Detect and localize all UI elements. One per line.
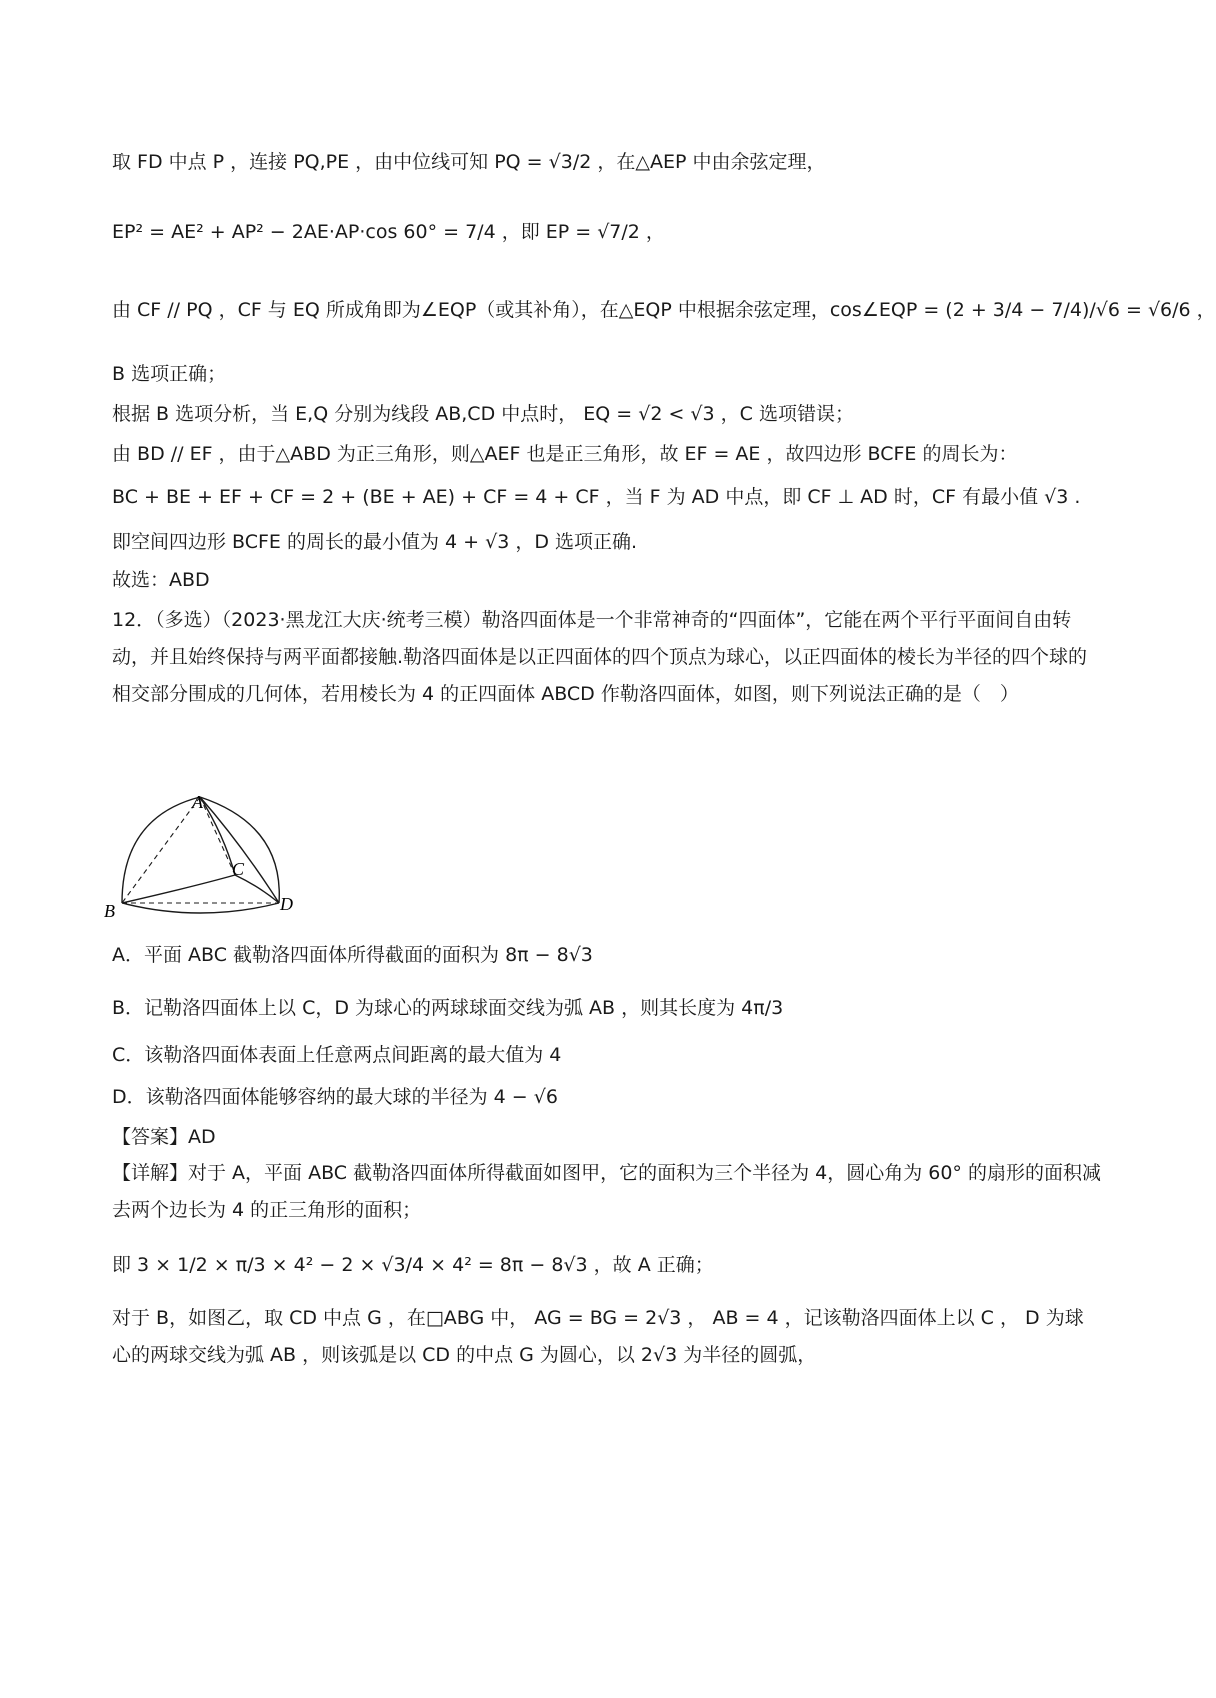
option-c: C．该勒洛四面体表面上任意两点间距离的最大值为 4 (112, 1044, 562, 1066)
detail-paragraph-3: 对于 B，如图乙，取 CD 中点 G ，在□ABG 中， AG = BG = 2√3 ， AB = 4 ，记该勒洛四面体上以 C ， D 为球心的两球交线为弧 AB ，则该弧是以 CD 的中点 G 为圆心，以 2√3 为半径的圆弧， (112, 1307, 1084, 1366)
solution-line-7: BC + BE + EF + CF = 2 + (BE + AE) + CF = 4 + CF ，当 F 为 AD 中点，即 CF ⊥ AD 时，CF 有最小值 √3 . (112, 486, 1081, 508)
figure-label-c: C (232, 859, 245, 879)
reuleaux-tetrahedron-figure (104, 791, 312, 924)
solution-line-1: 取 FD 中点 P ，连接 PQ,PE ，由中位线可知 PQ = √3/2 ，在△AEP 中由余弦定理， (112, 151, 826, 173)
solution-line-4: B 选项正确； (112, 363, 227, 385)
solution-line-9: 故选：ABD (112, 569, 210, 591)
option-b: B．记勒洛四面体上以 C，D 为球心的两球球面交线为弧 AB ，则其长度为 4π/3 (112, 997, 784, 1019)
solution-line-5: 根据 B 选项分析，当 E,Q 分别为线段 AB,CD 中点时， EQ = √2 < √3 ，C 选项错误； (112, 403, 854, 425)
solution-line-8: 即空间四边形 BCFE 的周长的最小值为 4 + √3 ，D 选项正确. (112, 531, 638, 553)
detail-paragraph-2: 即 3 × 1/2 × π/3 × 4² − 2 × √3/4 × 4² = 8π − 8√3 ，故 A 正确； (112, 1254, 714, 1276)
option-d: D．该勒洛四面体能够容纳的最大球的半径为 4 − √6 (112, 1086, 558, 1108)
answer-line: 【答案】AD (112, 1126, 216, 1148)
solution-line-3: 由 CF // PQ ，CF 与 EQ 所成角即为∠EQP（或其补角），在△EQP 中根据余弦定理，cos∠EQP = (2 + 3/4 − 7/4)/√6 = √6/6 ， (112, 299, 1216, 321)
solution-line-2: EP² = AE² + AP² − 2AE·AP·cos 60° = 7/4 ，即 EP = √7/2 ， (112, 221, 665, 243)
question-12-text: 12．（多选）（2023·黑龙江大庆·统考三模）勒洛四面体是一个非常神奇的“四面体”，它能在两个平行平面间自由转动，并且始终保持与两平面都接触.勒洛四面体是以正四面体的四个顶点为球心，以正四面体的棱长为半径的四个球的相交部分围成的几何体，若用棱长为 4 的正四面体 ABCD 作勒洛四面体，如图，则下列说法正确的是（ ） (112, 609, 1088, 705)
option-a: A．平面 ABC 截勒洛四面体所得截面的面积为 8π − 8√3 (112, 944, 593, 966)
figure-label-d: D (280, 894, 293, 914)
detail-paragraph-1: 【详解】对于 A，平面 ABC 截勒洛四面体所得截面如图甲，它的面积为三个半径为 4，圆心角为 60° 的扇形的面积减去两个边长为 4 的正三角形的面积； (112, 1162, 1101, 1221)
figure-label-a: A (192, 791, 203, 812)
figure-label-b: B (104, 901, 115, 921)
solution-line-6: 由 BD // EF ，由于△ABD 为正三角形，则△AEF 也是正三角形，故 EF = AE ，故四边形 BCFE 的周长为： (112, 443, 1018, 465)
